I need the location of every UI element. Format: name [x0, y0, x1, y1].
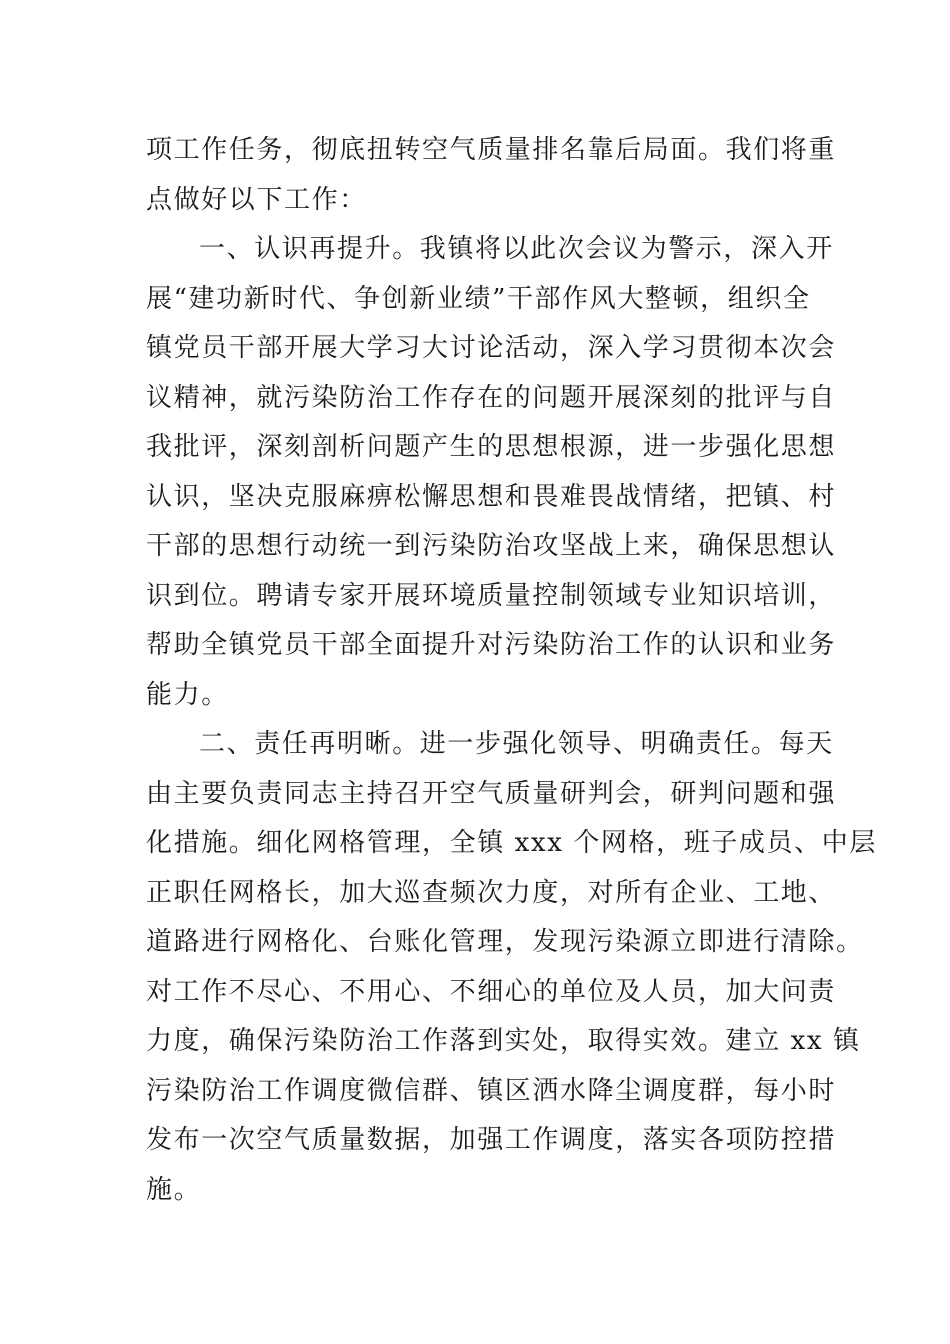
- text-line: 正职任网格长，加大巡查频次力度，对所有企业、工地、: [146, 877, 837, 908]
- text-line: 力度，确保污染防治工作落到实处，取得实效。建立 xx 镇: [146, 1026, 861, 1056]
- text-line: 二、责任再明晰。进一步强化领导、明确责任。每天: [199, 729, 834, 759]
- text-line: 由主要负责同志主持召开空气质量研判会，研判问题和强: [146, 778, 837, 809]
- text-line: 一、认识再提升。我镇将以此次会议为警示，深入开: [199, 234, 834, 264]
- text-line: 镇党员干部开展大学习大讨论活动，深入学习贯彻本次会: [146, 333, 837, 363]
- text-line: 点做好以下工作：: [146, 184, 367, 215]
- text-line: 帮助全镇党员干部全面提升对污染防治工作的认识和业务: [146, 630, 837, 660]
- text-line: 污染防治工作调度微信群、镇区洒水降尘调度群，每小时: [146, 1075, 837, 1106]
- text-line: 认识，坚决克服麻痹松懈思想和畏难畏战情绪，把镇、村: [146, 481, 837, 512]
- paragraph-intro: [146, 126, 837, 225]
- text-line: 干部的思想行动统一到污染防治攻坚战上来，确保思想认: [146, 531, 837, 561]
- text-line: 发布一次空气质量数据，加强工作调度，落实各项防控措: [146, 1125, 837, 1155]
- text-line: 化措施。细化网格管理，全镇 xxx 个网格，班子成员、中层: [146, 828, 877, 858]
- text-line: 能力。: [146, 679, 229, 710]
- text-line: 对工作不尽心、不用心、不细心的单位及人员，加大问责: [146, 976, 837, 1007]
- paragraph-two-responsibility: [146, 720, 877, 1215]
- text-line: 识到位。聘请专家开展环境质量控制领域专业知识培训，: [146, 580, 837, 611]
- text-line: 项工作任务，彻底扭转空气质量排名靠后局面。我们将重: [146, 135, 837, 165]
- text-line: 议精神，就污染防治工作存在的问题开展深刻的批评与自: [146, 382, 837, 413]
- paragraph-one-awareness: [146, 225, 837, 720]
- text-line: 我批评，深刻剖析问题产生的思想根源，进一步强化思想: [146, 432, 837, 462]
- document-body: [146, 126, 877, 1215]
- text-line: 道路进行网格化、台账化管理，发现污染源立即进行清除。: [146, 927, 864, 957]
- text-line: 施。: [146, 1174, 202, 1205]
- text-line: 展“建功新时代、争创新业绩”干部作风大整顿，组织全: [146, 283, 811, 314]
